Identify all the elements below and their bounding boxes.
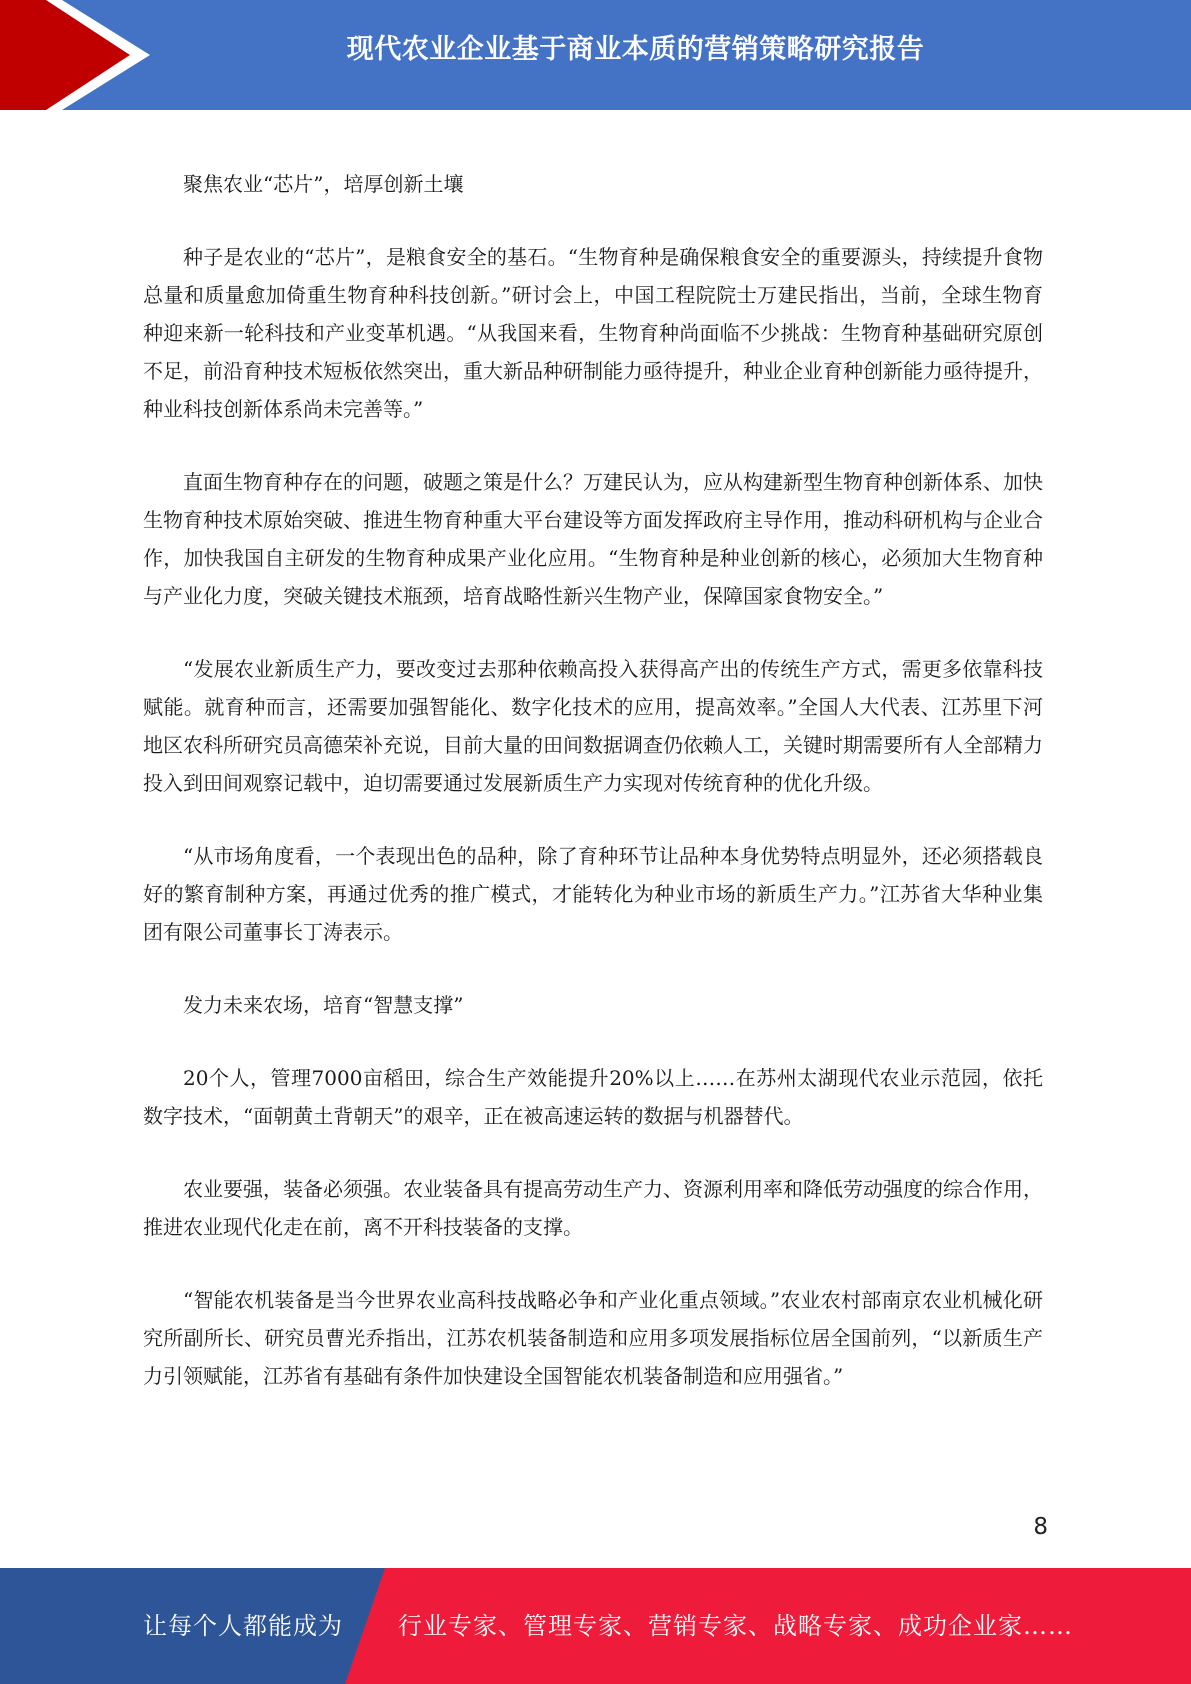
article-body: [143, 165, 1043, 1430]
paragraph: 20个人，管理7000亩稻田，综合生产效能提升20%以上……在苏州太湖现代农业示范园，依托数字技术，“面朝黄土背朝天”的艰辛，正在被高速运转的数据与机器替代。: [143, 1066, 1043, 1128]
footer-band: [0, 1568, 1191, 1684]
paragraph: “发展农业新质生产力，要改变过去那种依赖高投入获得高产出的传统生产方式，需更多依靠科技赋能。就育种而言，还需要加强智能化、数字化技术的应用，提高效率。”全国人大代表、江苏里下河地区农科所研究员高德荣补充说，目前大量的田间数据调查仍依赖人工，关键时期需要所有人全部精力投入到田间观察记载中，迫切需要通过发展新质生产力实现对传统育种的优化升级。: [143, 657, 1043, 795]
page-number: 8: [1033, 1514, 1048, 1540]
chevron-arrow-icon: [0, 0, 160, 110]
paragraph: 种子是农业的“芯片”，是粮食安全的基石。“生物育种是确保粮食安全的重要源头，持续提升食物总量和质量愈加倚重生物育种科技创新。”研讨会上，中国工程院院士万建民指出，当前，全球生物育种迎来新一轮科技和产业变革机遇。“从我国来看，生物育种尚面临不少挑战：生物育种基础研究原创不足，前沿育种技术短板依然突出，重大新品种研制能力亟待提升，种业企业育种创新能力亟待提升，种业科技创新体系尚未完善等。”: [143, 245, 1043, 421]
header-band: [0, 0, 1191, 110]
paragraph: 农业要强，装备必须强。农业装备具有提高劳动生产力、资源利用率和降低劳动强度的综合作用，推进农业现代化走在前，离不开科技装备的支撑。: [143, 1177, 1043, 1239]
paragraph: “从市场角度看，一个表现出色的品种，除了育种环节让品种本身优势特点明显外，还必须搭载良好的繁育制种方案，再通过优秀的推广模式，才能转化为种业市场的新质生产力。”江苏省大华种业集团有限公司董事长丁涛表示。: [143, 844, 1043, 944]
paragraph: “智能农机装备是当今世界农业高科技战略必争和产业化重点领域。”农业农村部南京农业机械化研究所副所长、研究员曹光乔指出，江苏农机装备制造和应用多项发展指标位居全国前列，“以新质生产力引领赋能，江苏省有基础有条件加快建设全国智能农机装备制造和应用强省。”: [143, 1288, 1043, 1388]
footer-slogan-left: 让每个人都能成为: [143, 1612, 343, 1640]
document-title: 现代农业企业基于商业本质的营销策略研究报告: [346, 34, 925, 65]
section-heading: 发力未来农场，培育“智慧支撑”: [183, 993, 464, 1017]
footer-slogan-right: 行业专家、管理专家、营销专家、战略专家、成功企业家……: [398, 1612, 1073, 1640]
section-heading: 聚焦农业“芯片”，培厚创新土壤: [183, 172, 464, 196]
paragraph: 直面生物育种存在的问题，破题之策是什么？万建民认为，应从构建新型生物育种创新体系、加快生物育种技术原始突破、推进生物育种重大平台建设等方面发挥政府主导作用，推动科研机构与企业合作，加快我国自主研发的生物育种成果产业化应用。“生物育种是种业创新的核心，必须加大生物育种与产业化力度，突破关键技术瓶颈，培育战略性新兴生物产业，保障国家食物安全。”: [143, 470, 1043, 608]
